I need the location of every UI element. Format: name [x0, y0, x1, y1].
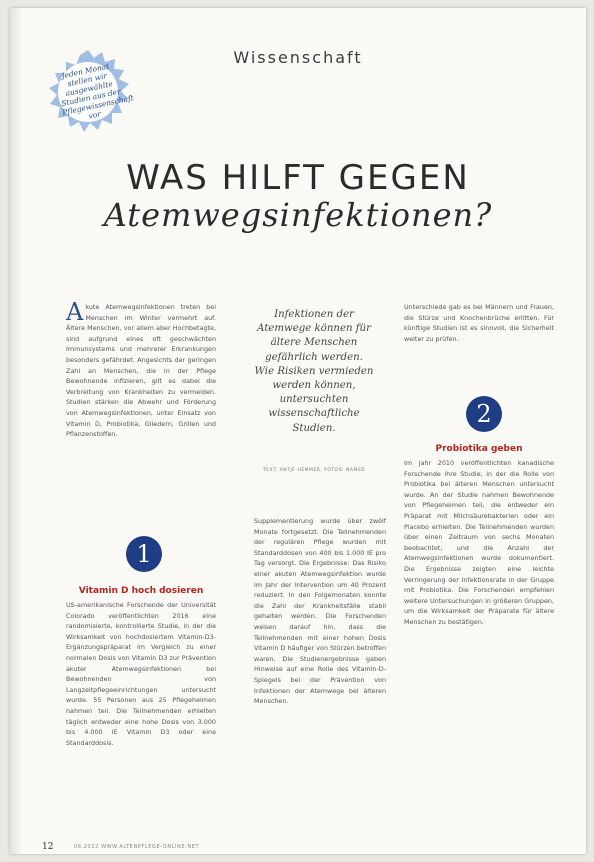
intro-column — [66, 298, 216, 440]
badge-text: Jeden Monat stellen wir ausgewählte Studien aus der Pflegewissenschaft vor — [60, 61, 135, 121]
headline-line2: Atemwegsinfektionen? — [103, 196, 493, 234]
right-column-top-text: Unterschiede gab es bei Männern und Frauen, die Stürze und Knochenbrüche erlitten. Für künftige Studien ist es sinnvoll, die Sicherheit weiter zu prüfen. — [404, 303, 554, 343]
page-number: 12 — [42, 842, 54, 852]
pull-quote: Infektionen der Atemwege können für ältere Menschen gefährlich werden. Wie Risiken vermieden werden können, untersuchten wissenschaftliche Studien. — [254, 309, 374, 434]
section-heading-2: Probiotika geben — [435, 444, 523, 454]
section-text-2: Im Jahr 2010 veröffentlichten kanadische Forschende ihre Studie, in der die Rolle von Probiotika bei älteren Menschen untersucht wurde. An der Studie nahmen Bewohnende von Pflegeheimen teil, die entweder ein Präparat mit Milchsäurebakterien oder ein Placebo erhielten. Die Teilnehmenden wurden über einen Zeitraum von sechs Monaten beobachtet, und die Anzahl der Atemwegsinfektionen wurde dokumentiert. Die Ergebnisse zeigten eine leichte Verringerung der Infektionsrate in der Gruppe mit Probiotika. Die Forschenden empfehlen weitere Untersuchungen in größeren Gruppen, um die Wirksamkeit der Präparate für ältere Menschen zu bestätigen. — [404, 459, 554, 626]
section-text-1: US-amerikanische Forschende der Universität Colorado veröffentlichten 2016 eine randomisierte, kontrollierte Studie, in der die Wirksamkeit von hochdosiertem Vitamin-D3-Ergänzungspräparat im Vergleich zu einer normalen Dosis von Vitamin D3 zur Prävention akuter Atemwegsinfektionen bei Bewohnenden von Langzeitpflegeeinrichtungen untersucht wurde. 55 Personen aus 25 Pflegeheimen nahmen teil. Die Teilnehmenden erhielten täglich entweder eine hohe Dosis von 3.000 bis 4.000 IE Vitamin D3 oder eine Standarddosis. — [66, 601, 216, 747]
section-number-2: 2 — [466, 396, 502, 432]
section-heading-1: Vitamin D hoch dosieren — [78, 586, 204, 596]
intro-text: kute Atemwegsinfektionen treten bei Menschen im Winter vermehrt auf. Ältere Menschen, vor allem aber Hochbetagte, sind aufgrund eines oft geschwächten Immunsystems und mehrerer Erkrankungen besonders gefährdet. Angesichts der geringen Zahl an Menschen, die in der Pflege Bewohnende infizieren, gilt es dabei die Verbreitung von Krankheiten zu vermeiden. Studien stärken die Abwehr und Förderung von Atemwegsinfektionen, unter Einsatz von Vitamin D, Probiotika, Gliedern, Grillen und Pflanzenstoffen. — [66, 303, 216, 439]
footer-text: 06.2022 WWW.ALTENPFLEGE-ONLINE.NET — [74, 844, 200, 850]
magazine-page — [10, 8, 586, 854]
section-label: Wissenschaft — [233, 48, 363, 67]
headline-line1: WAS HILFT GEGEN — [126, 158, 470, 198]
section-number-1: 1 — [126, 536, 162, 572]
drop-cap: A — [66, 298, 84, 326]
middle-column-text: Supplementierung wurde über zwölf Monate fortgesetzt. Die Teilnehmenden der regulären Pflege wurden mit Standarddosen von 400 bis 1.000 IE pro Tag versorgt. Die Ergebnisse: Das Risiko einer akuten Atemwegsinfektion wurde im Jahr der Intervention um 40 Prozent reduziert. In den Folgemonaten konnte die Zahl der Krankheitsfälle stabil gehalten werden. Die Forschenden weisen darauf hin, dass die Teilnehmenden mit einer hohen Dosis Vitamin D häufiger von Stürzen betroffen waren. Die Studienergebnisse gaben Hinweise auf eine Rolle des Vitamin-D-Spiegels bei der Prävention von Infektionen der Atemwege bei älteren Menschen. — [254, 517, 386, 706]
pull-quote-credit: TEXT: ANTJE HEMMER, FOTOS: NAMED — [262, 468, 366, 473]
